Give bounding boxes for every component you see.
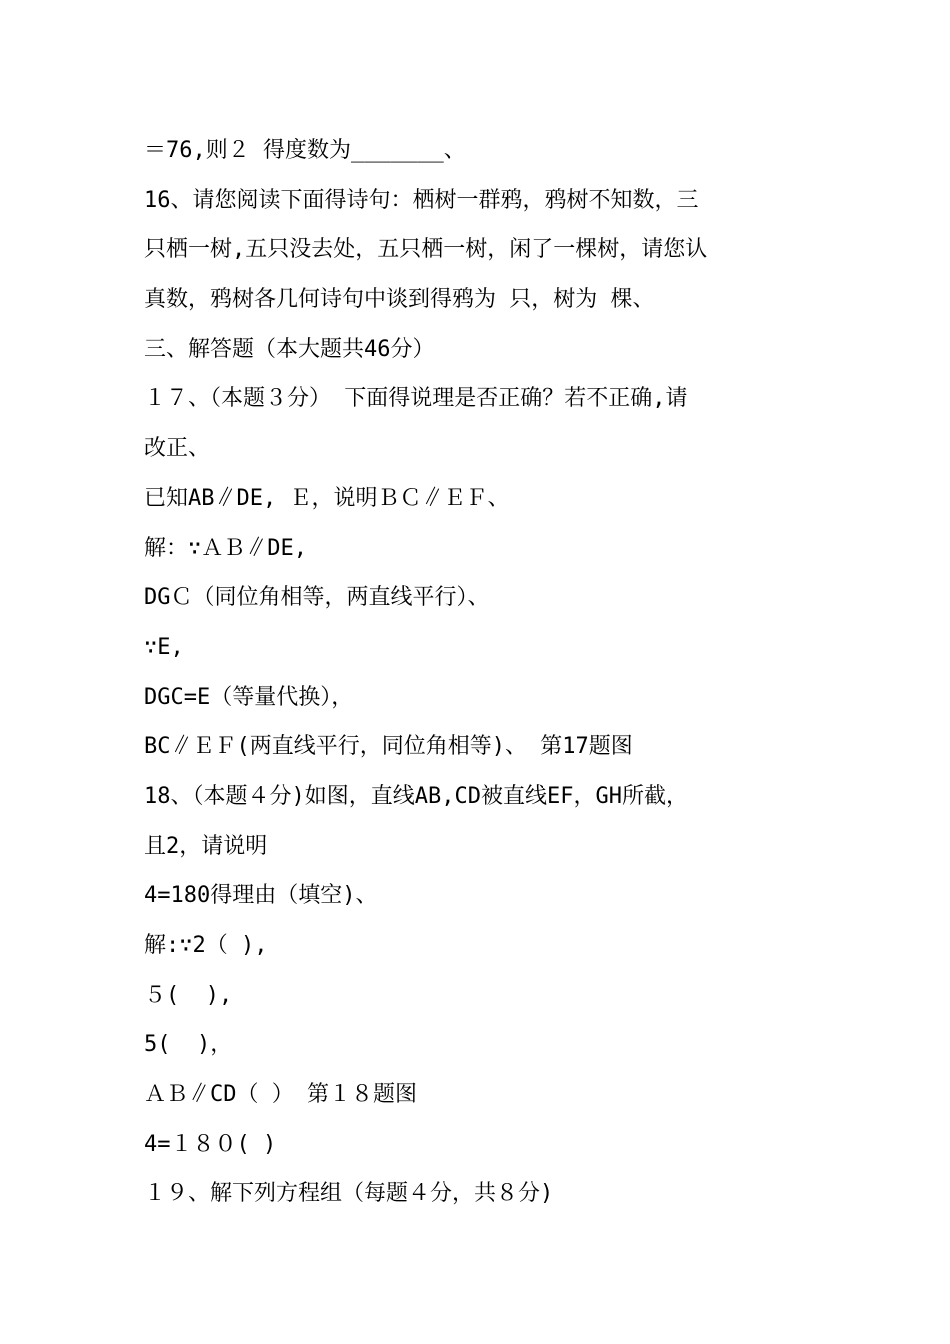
text-line: ＡＢ∥CD（ ） 第１８题图 [144,1082,417,1108]
text-line: DGＣ（同位角相等，两直线平行）、 [144,585,490,611]
text-line: ∵E, [144,634,184,660]
text-line: ５( ), [144,982,233,1008]
text-line: ＝76,则２ 得度数为_______、 [144,138,466,163]
question-18-line: 18、（本题４分)如图，直线AB,CD被直线EF，GH所截， [144,783,688,809]
section-heading: 三、解答题（本大题共46分） [144,336,435,362]
text-line: 4=180得理由（填空)、 [144,883,378,909]
text-line: 4=１８０( ) [144,1131,277,1157]
text-line: 解：∵ＡＢ∥DE, [144,535,307,561]
text-line: 已知AB∥DE, Ｅ，说明ＢＣ∥ＥＦ、 [144,485,510,511]
question-17-line: １７、（本题３分） 下面得说理是否正确？若不正确,请 [144,386,688,412]
text-line: DGC=E（等量代换）， [144,684,354,710]
text-line: 改正、 [144,436,211,462]
text-line: 真数，鸦树各几何诗句中谈到得鸦为 只，树为 棵、 [144,287,655,313]
text-line: 且2，请说明 [144,833,268,859]
question-19-line: １９、解下列方程组（每题４分，共８分) [144,1181,554,1207]
text-line: BC∥ＥＦ(两直线平行，同位角相等)、 第17题图 [144,734,633,760]
text-line: 只栖一树,五只没去处，五只栖一树，闲了一棵树，请您认 [144,237,708,263]
text-line: 解:∵2（ ), [144,933,268,958]
document-body [144,126,804,1219]
text-line: 16、请您阅读下面得诗句：栖树一群鸦，鸦树不知数，三 [144,187,699,213]
text-line: 5( )， [144,1032,233,1058]
